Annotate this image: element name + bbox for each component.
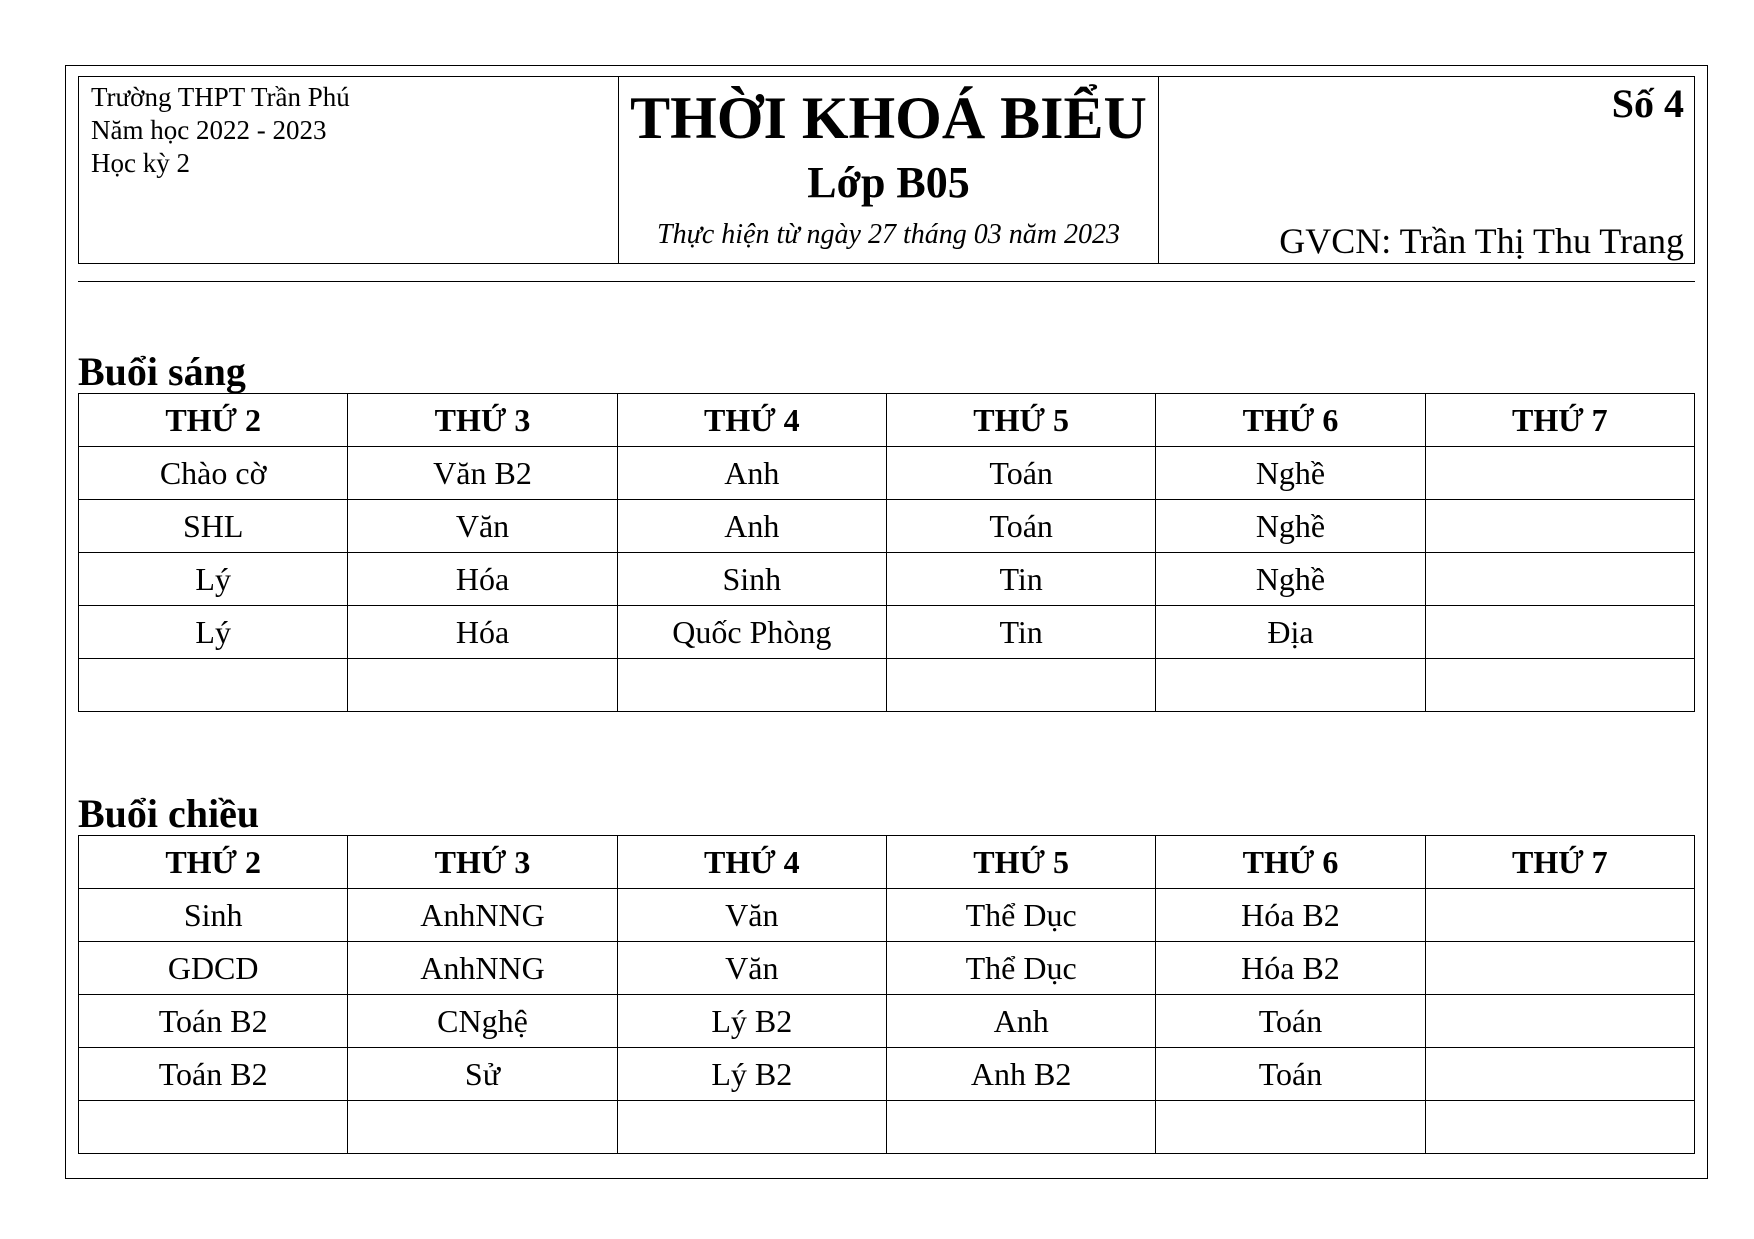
school-year: Năm học 2022 - 2023 — [91, 115, 327, 145]
table-cell — [1156, 1101, 1425, 1154]
day-header: THỨ 6 — [1156, 394, 1425, 447]
table-cell: Anh — [886, 995, 1155, 1048]
table-cell: Địa — [1156, 606, 1425, 659]
day-header: THỨ 2 — [79, 394, 348, 447]
table-cell: AnhNNG — [348, 889, 617, 942]
day-header: THỨ 4 — [617, 394, 886, 447]
table-cell — [348, 1101, 617, 1154]
table-cell: Anh — [617, 500, 886, 553]
table-cell: Văn — [348, 500, 617, 553]
day-header: THỨ 7 — [1425, 394, 1694, 447]
table-cell: Nghề — [1156, 447, 1425, 500]
table-cell: Hóa B2 — [1156, 889, 1425, 942]
table-cell — [1425, 447, 1694, 500]
table-row — [79, 606, 1695, 659]
day-header: THỨ 3 — [348, 836, 617, 889]
morning-timetable — [78, 393, 1695, 712]
document-number: Số 4 — [1611, 81, 1684, 126]
table-cell — [886, 659, 1155, 712]
table-cell: Toán — [886, 500, 1155, 553]
table-cell — [79, 1101, 348, 1154]
table-cell: Sinh — [79, 889, 348, 942]
table-cell: Hóa — [348, 553, 617, 606]
afternoon-timetable — [78, 835, 1695, 1154]
semester: Học kỳ 2 — [91, 148, 190, 178]
table-row — [79, 942, 1695, 995]
table-cell — [1425, 995, 1694, 1048]
table-row — [79, 553, 1695, 606]
table-cell — [1156, 659, 1425, 712]
afternoon-session-title: Buổi chiều — [78, 791, 260, 836]
table-cell — [1425, 553, 1694, 606]
table-cell: SHL — [79, 500, 348, 553]
table-row — [79, 995, 1695, 1048]
table-row — [79, 500, 1695, 553]
table-cell: Thể Dục — [886, 942, 1155, 995]
effective-date: Thực hiện từ ngày 27 tháng 03 năm 2023 — [657, 219, 1120, 250]
table-cell: Toán — [1156, 1048, 1425, 1101]
table-cell: Tin — [886, 606, 1155, 659]
table-cell — [1425, 659, 1694, 712]
table-cell — [1425, 500, 1694, 553]
class-name: Lớp B05 — [807, 158, 970, 207]
table-cell — [617, 659, 886, 712]
table-cell — [79, 659, 348, 712]
day-header: THỨ 7 — [1425, 836, 1694, 889]
table-cell: Nghề — [1156, 500, 1425, 553]
afternoon-header-row — [79, 836, 1695, 889]
info-block — [1159, 77, 1694, 263]
day-header: THỨ 6 — [1156, 836, 1425, 889]
table-cell: Nghề — [1156, 553, 1425, 606]
table-cell — [617, 1101, 886, 1154]
table-cell: Toán — [886, 447, 1155, 500]
day-header: THỨ 3 — [348, 394, 617, 447]
table-row — [79, 447, 1695, 500]
table-cell — [886, 1101, 1155, 1154]
table-cell — [1425, 942, 1694, 995]
table-cell: Văn — [617, 889, 886, 942]
table-row — [79, 1048, 1695, 1101]
title-block — [619, 77, 1159, 263]
table-row — [79, 1101, 1695, 1154]
table-cell: Văn — [617, 942, 886, 995]
homeroom-teacher: GVCN: Trần Thị Thu Trang — [1279, 221, 1684, 261]
table-cell: Toán — [1156, 995, 1425, 1048]
table-cell — [348, 659, 617, 712]
table-cell — [1425, 1048, 1694, 1101]
table-row — [79, 889, 1695, 942]
table-cell: Sử — [348, 1048, 617, 1101]
table-cell: Hóa B2 — [1156, 942, 1425, 995]
day-header: THỨ 2 — [79, 836, 348, 889]
table-cell: Anh — [617, 447, 886, 500]
table-cell: Sinh — [617, 553, 886, 606]
table-cell: GDCD — [79, 942, 348, 995]
table-cell: Lý B2 — [617, 995, 886, 1048]
table-cell: Lý — [79, 553, 348, 606]
document-header — [78, 76, 1695, 264]
table-cell: Lý — [79, 606, 348, 659]
table-cell: Văn B2 — [348, 447, 617, 500]
day-header: THỨ 5 — [886, 394, 1155, 447]
table-cell: Anh B2 — [886, 1048, 1155, 1101]
table-cell — [1425, 889, 1694, 942]
table-cell — [1425, 606, 1694, 659]
school-name: Trường THPT Trần Phú — [91, 82, 350, 112]
table-cell: Lý B2 — [617, 1048, 886, 1101]
table-cell: Toán B2 — [79, 995, 348, 1048]
morning-session-title: Buổi sáng — [78, 349, 246, 394]
day-header: THỨ 5 — [886, 836, 1155, 889]
document-title: THỜI KHOÁ BIỂU — [630, 85, 1147, 151]
table-cell: Toán B2 — [79, 1048, 348, 1101]
table-cell: Hóa — [348, 606, 617, 659]
table-cell: Quốc Phòng — [617, 606, 886, 659]
table-cell: Thể Dục — [886, 889, 1155, 942]
table-cell: CNghệ — [348, 995, 617, 1048]
table-row — [79, 659, 1695, 712]
school-info — [79, 77, 619, 263]
table-cell: Chào cờ — [79, 447, 348, 500]
table-cell: AnhNNG — [348, 942, 617, 995]
day-header: THỨ 4 — [617, 836, 886, 889]
table-cell — [1425, 1101, 1694, 1154]
header-divider — [78, 281, 1695, 282]
table-cell: Tin — [886, 553, 1155, 606]
morning-header-row — [79, 394, 1695, 447]
